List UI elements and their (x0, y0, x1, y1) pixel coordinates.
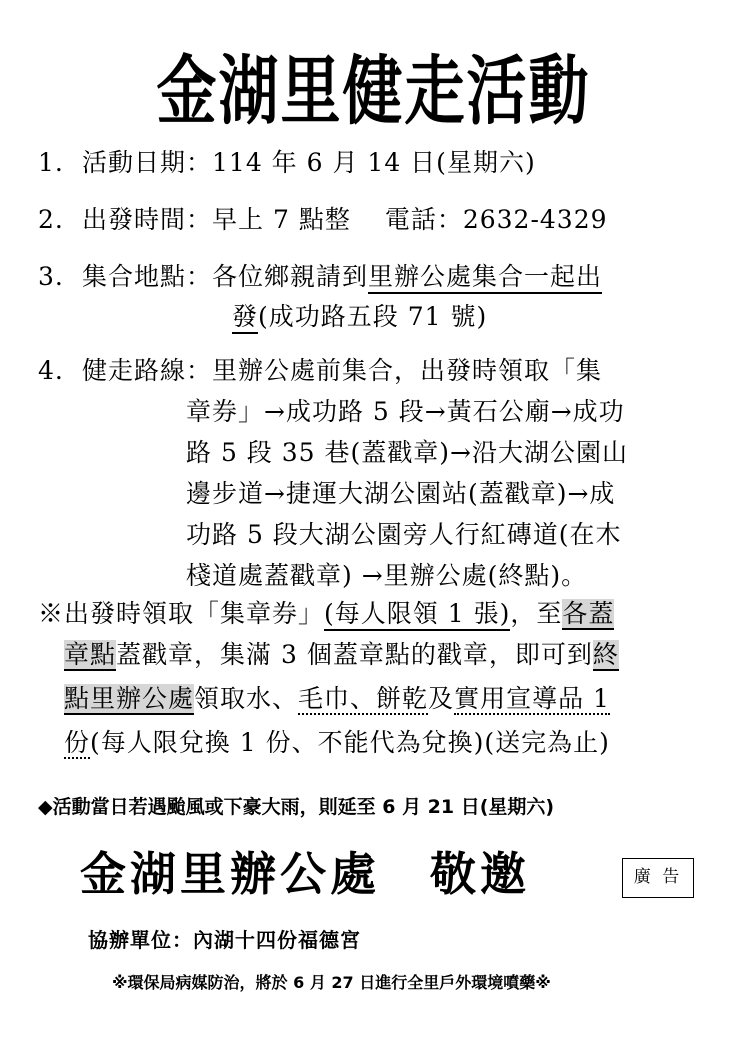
item-time (38, 205, 608, 235)
item-place-cont (232, 302, 487, 332)
place-pre: 各位鄉親請到 (212, 262, 369, 291)
note-dotted: 份 (64, 728, 91, 757)
item-value: 早上 7 點整 (212, 205, 351, 234)
note-line (64, 684, 610, 714)
route-line: 章券」→成功路 5 段→黃石公廟→成功 (186, 397, 625, 426)
note-line (38, 599, 614, 629)
note-text: 領取水、 (194, 684, 299, 713)
item-number: 2. (38, 205, 64, 234)
phone-number: 電話：2632-4329 (384, 205, 608, 234)
item-route (38, 356, 602, 386)
note-line (64, 728, 610, 758)
route-line: 路 5 段 35 巷(蓋戳章)→沿大湖公園山 (186, 438, 628, 467)
note-line (64, 640, 619, 670)
place-underlined-cont: 發 (232, 302, 258, 334)
route-line: 邊步道→捷運大湖公園站(蓋戳章)→成 (186, 479, 616, 508)
item-date (38, 148, 536, 178)
note-highlight: 終 (592, 640, 619, 669)
postpone-notice: ◆活動當日若遇颱風或下豪大雨，則延至 6 月 21 日(星期六) (38, 796, 555, 818)
item-label: 出發時間： (82, 205, 213, 234)
note-highlight: 點里辦公處 (64, 684, 195, 713)
note-dotted: 毛巾、餅乾 (298, 684, 429, 713)
place-address: (成功路五段 71 號) (258, 302, 488, 331)
place-underlined: 里辦公處集合一起出 (368, 262, 602, 294)
note-highlight: 各蓋 (562, 599, 615, 628)
epa-notice: ※環保局病媒防治，將於 6 月 27 日進行全里戶外環境噴藥※ (112, 973, 551, 992)
item-number: 3. (38, 262, 64, 291)
route-line: 里辦公處前集合，出發時領取「集 (212, 356, 603, 385)
note-text: 及 (428, 684, 455, 713)
route-line: 棧道處蓋戳章) →里辦公處(終點)。 (186, 561, 588, 590)
note-text: 蓋戳章，集滿 3 個蓋章點的戳章，即可到 (116, 640, 593, 669)
item-label: 活動日期： (82, 148, 213, 177)
note-highlight: 章點 (64, 640, 117, 669)
note-text: ※出發時領取「集章券」 (38, 599, 325, 628)
note-underlined: (每人限領 1 張) (324, 599, 510, 631)
page-title: 金湖里健走活動 (156, 48, 591, 136)
item-place (38, 262, 602, 292)
ad-label-box: 廣 告 (622, 858, 694, 898)
note-dotted: 實用宣導品 1 (454, 684, 610, 713)
route-line: 功路 5 段大湖公園旁人行紅磚道(在木 (186, 520, 622, 549)
item-number: 1. (38, 148, 64, 177)
cohost-line: 協辦單位：內湖十四份福德宮 (88, 928, 361, 952)
item-number: 4. (38, 356, 64, 385)
item-label: 健走路線： (82, 356, 213, 385)
item-label: 集合地點： (82, 262, 213, 291)
note-text: ，至 (510, 599, 563, 628)
item-value: 114 年 6 月 14 日(星期六) (212, 148, 536, 177)
note-text: (每人限兌換 1 份、不能代為兌換)(送完為止) (90, 728, 610, 757)
office-signature: 金湖里辦公處 敬邀 (80, 847, 530, 901)
